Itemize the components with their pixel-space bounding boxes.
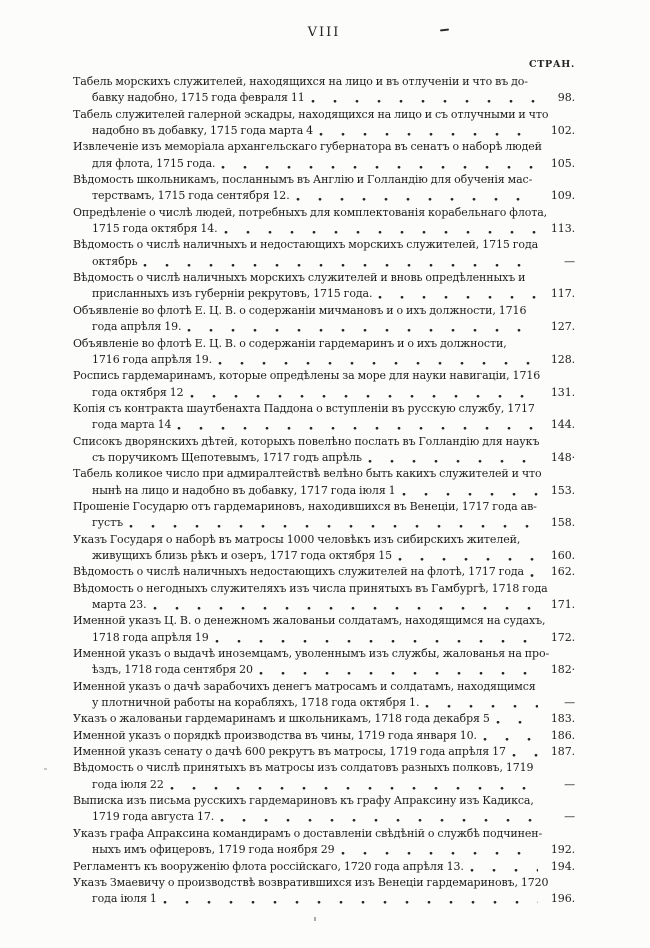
entry-text: нынѣ на лицо и надобно въ добавку, 1717 года іюля 1 xyxy=(92,483,396,497)
entry-text: ѣздъ, 1718 года сентября 20 xyxy=(92,663,253,677)
entry-page-number: 187. xyxy=(550,745,575,759)
entry-text: 1718 года апрѣля 19 xyxy=(92,630,209,644)
toc-entry-line: Опредѣленіе о числѣ людей, потребныхъ для комплектованія корабельнаго флота, xyxy=(73,205,548,219)
dot-leader xyxy=(162,891,538,907)
toc-entry-line: Извлеченіе изъ меморіала архангельскаго губернатора въ сенатъ о наборѣ людей xyxy=(73,140,542,154)
toc-entry-line: Указъ Змаевичу о производствѣ возвратившихся изъ Венеціи гардемариновъ, 1720 xyxy=(73,875,549,889)
toc-entry-line xyxy=(73,417,575,433)
toc-entry-line xyxy=(73,842,575,858)
toc-entry-line xyxy=(73,744,575,760)
toc-entry-line: Именной указъ о дачѣ зарабочихъ денегъ матросамъ и солдатамъ, находящимся xyxy=(73,679,536,693)
entry-text: бавку надобно, 1715 года февраля 11 xyxy=(92,91,305,105)
toc-entry xyxy=(73,581,575,614)
toc-entry-line: Табель служителей галерной эскадры, находящихся на лицо и съ отлучными и что xyxy=(73,107,549,121)
toc-entry xyxy=(73,401,575,434)
dot-leader xyxy=(401,483,538,499)
entry-page-number: 183. xyxy=(550,712,575,726)
toc-entry-line xyxy=(73,483,575,499)
toc-entry-line xyxy=(73,515,575,531)
toc-entry-line xyxy=(73,728,575,744)
toc-entry-line xyxy=(73,548,575,564)
entry-text: года апрѣля 19. xyxy=(92,320,182,334)
entry-page-number: 196. xyxy=(550,892,575,906)
dot-leader xyxy=(397,548,538,564)
toc-entry-line: Выписка изъ письма русскихъ гардемариновъ къ графу Апраксину изъ Кадикса, xyxy=(73,794,534,808)
entry-page-number: 162. xyxy=(550,565,575,579)
entry-text: Регламентъ къ вооруженію флота россійскаго, 1720 года апрѣля 13. xyxy=(73,859,464,873)
toc-entry-line: Именной указъ Ц. В. о денежномъ жалованьи солдатамъ, находящимся на судахъ, xyxy=(73,614,546,628)
dot-leader xyxy=(214,630,538,646)
toc-entry-line: Вѣдомость о числѣ наличныхъ и недостающихъ морскихъ служителей, 1715 года xyxy=(73,238,539,252)
toc-entry xyxy=(73,172,575,205)
toc-entry-line xyxy=(73,662,575,678)
dot-leader xyxy=(424,695,538,711)
toc-entry-line xyxy=(73,777,575,793)
dot-leader xyxy=(220,156,538,172)
entry-page-number: — xyxy=(564,696,575,710)
toc-entry xyxy=(73,760,575,793)
pages-column-header: СТРАН. xyxy=(529,59,575,70)
toc-entry xyxy=(73,532,575,565)
toc-entry xyxy=(73,499,575,532)
entry-text: года іюля 22 xyxy=(92,777,164,791)
dot-leader xyxy=(152,597,539,613)
toc-entry-line: Указъ Государя о наборѣ въ матросы 1000 человѣкъ изъ сибирскихъ жителей, xyxy=(73,532,521,546)
entry-text: у плотничной работы на корабляхъ, 1718 года октября 1. xyxy=(92,696,420,710)
dot-leader xyxy=(189,385,538,401)
entry-page-number: 131. xyxy=(550,385,575,399)
entry-page-number: 192. xyxy=(550,843,575,857)
entry-text: живущихъ близь рѣкъ и озеръ, 1717 года октября 15 xyxy=(92,548,393,562)
toc-entry-line xyxy=(73,286,575,302)
toc-entry-line: Объявленіе во флотѣ Е. Ц. В. о содержаніи гардемаринъ и о ихъ должности, xyxy=(73,336,507,350)
dot-leader xyxy=(529,564,538,580)
toc-entry-line xyxy=(73,450,575,466)
entry-text: 1715 года октября 14. xyxy=(92,222,218,236)
toc-entry-line xyxy=(73,221,575,237)
entry-page-number: 172. xyxy=(550,630,575,644)
dot-leader xyxy=(258,662,538,678)
toc-entry-line: Именной указъ о выдачѣ иноземцамъ, уволеннымъ изъ службы, жалованья на про- xyxy=(73,647,550,661)
entry-page-number: 182· xyxy=(550,663,575,677)
toc-entry-line xyxy=(73,564,575,580)
toc-entry-line xyxy=(73,695,575,711)
dot-leader xyxy=(495,711,538,727)
entry-text: года марта 14 xyxy=(92,418,172,432)
entry-text: октябрь xyxy=(92,254,138,268)
scan-artifact xyxy=(314,917,316,921)
entry-text: марта 23. xyxy=(92,598,147,611)
entry-text: Именной указъ сенату о дачѣ 600 рекрутъ въ матросы, 1719 года апрѣля 17 xyxy=(73,745,506,759)
toc-entry xyxy=(73,826,575,859)
toc-entry xyxy=(73,74,575,107)
toc-entry-line xyxy=(73,891,575,907)
toc-entry xyxy=(73,793,575,826)
dot-leader xyxy=(469,859,538,875)
entry-page-number: 128. xyxy=(550,352,575,366)
toc-entry xyxy=(73,434,575,467)
entry-page-number: 144. xyxy=(550,418,575,432)
entry-text: терствамъ, 1715 года сентября 12. xyxy=(92,189,290,203)
entry-page-number: — xyxy=(564,254,575,268)
toc-entry-line xyxy=(73,711,575,727)
entry-page-number: 186. xyxy=(550,728,575,742)
toc-entry xyxy=(73,744,575,760)
toc-entry-line: Вѣдомость о числѣ наличныхъ морскихъ служителей и вновь опредѣленныхъ и xyxy=(73,271,526,285)
toc-entry xyxy=(73,875,575,908)
toc-entry-line: Табель коликое число при адмиралтействѣ велѣно быть какихъ служителей и что xyxy=(73,467,542,481)
dot-leader xyxy=(295,188,538,204)
entry-page-number: 194. xyxy=(550,859,575,873)
entry-text: 1716 года апрѣля 19. xyxy=(92,352,212,366)
toc-entry-line xyxy=(73,859,575,875)
toc-entry xyxy=(73,679,575,712)
page-folio-number: VIII xyxy=(307,25,341,40)
toc-entry xyxy=(73,728,575,744)
entry-page-number: 117. xyxy=(550,287,575,301)
entry-text: года іюля 1 xyxy=(92,892,157,906)
entry-page-number: 153. xyxy=(550,483,575,497)
entry-page-number: 148· xyxy=(550,450,575,464)
toc-entry-line: Объявленіе во флотѣ Е. Ц. В. о содержаніи мичмановъ и о ихъ должности, 1716 xyxy=(73,303,527,317)
dot-leader xyxy=(310,90,538,106)
dot-leader xyxy=(340,842,538,858)
dot-leader xyxy=(176,417,538,433)
entry-text: 1719 года августа 17. xyxy=(92,810,215,824)
toc-entry-line xyxy=(73,385,575,401)
dot-leader xyxy=(217,352,538,368)
entry-page-number: — xyxy=(564,810,575,824)
toc-entry xyxy=(73,303,575,336)
toc-entry-line: Вѣдомость о числѣ принятыхъ въ матросы изъ солдатовъ разныхъ полковъ, 1719 xyxy=(73,761,534,775)
toc-entry xyxy=(73,107,575,140)
toc-entry-line: Списокъ дворянскихъ дѣтей, которыхъ повелѣно послать въ Голландію для наукъ xyxy=(73,434,540,448)
entry-page-number: 160. xyxy=(550,548,575,562)
toc-entry-line: Прошеніе Государю отъ гардемариновъ, находившихся въ Венеціи, 1717 года ав- xyxy=(73,499,537,513)
entry-page-number: — xyxy=(564,777,575,791)
toc-entry-line: Копія съ контракта шаутбенахта Паддона о вступленіи въ русскую службу, 1717 xyxy=(73,401,535,415)
toc-entry-line xyxy=(73,188,575,204)
toc-entry-line xyxy=(73,597,575,613)
toc-entry-line xyxy=(73,123,575,139)
toc-entry xyxy=(73,336,575,369)
entry-text: съ поручикомъ Щепотевымъ, 1717 годъ апрѣль xyxy=(92,450,362,464)
toc-entry xyxy=(73,711,575,727)
toc-entry xyxy=(73,270,575,303)
dot-leader xyxy=(511,744,538,760)
dot-leader xyxy=(377,286,538,302)
toc-entry-line xyxy=(73,319,575,335)
table-of-contents xyxy=(73,74,575,908)
toc-entry-line: Вѣдомость о негодныхъ служителяхъ изъ числа принятыхъ въ Гамбургѣ, 1718 года xyxy=(73,581,548,595)
toc-entry xyxy=(73,646,575,679)
entry-text: для флота, 1715 года. xyxy=(92,156,216,170)
toc-entry-line: Табель морскихъ служителей, находящихся на лицо и въ отлученіи и что въ до- xyxy=(73,75,528,88)
toc-entry-line xyxy=(73,254,575,270)
toc-entry-line xyxy=(73,630,575,646)
toc-entry xyxy=(73,237,575,270)
toc-entry-line xyxy=(73,352,575,368)
entry-text: года октября 12 xyxy=(92,385,184,399)
dot-leader xyxy=(482,728,538,744)
dot-leader xyxy=(169,777,538,793)
toc-entry-line xyxy=(73,90,575,106)
entry-text: Указъ о жалованьи гардемаринамъ и школьникамъ, 1718 года декабря 5 xyxy=(73,712,490,726)
dot-leader xyxy=(223,221,538,237)
entry-page-number: 102. xyxy=(550,124,575,138)
entry-text: ныхъ имъ офицеровъ, 1719 года ноября 29 xyxy=(92,843,335,857)
entry-text: надобно въ добавку, 1715 года марта 4 xyxy=(92,124,314,138)
scan-artifact xyxy=(44,768,47,770)
entry-page-number: 113. xyxy=(550,222,575,236)
toc-entry xyxy=(73,139,575,172)
toc-entry xyxy=(73,368,575,401)
toc-entry-line: Роспись гардемаринамъ, которые опредѣлены за море для науки навигаціи, 1716 xyxy=(73,369,541,383)
dot-leader xyxy=(128,515,538,531)
toc-entry-line: Вѣдомость школьникамъ, посланнымъ въ Англію и Голландію для обученія мас- xyxy=(73,173,533,187)
toc-entry-line xyxy=(73,156,575,172)
dot-leader xyxy=(367,450,538,466)
toc-entry xyxy=(73,466,575,499)
toc-entry xyxy=(73,613,575,646)
entry-page-number: 109. xyxy=(550,189,575,203)
toc-entry xyxy=(73,205,575,238)
entry-page-number: 98. xyxy=(557,91,575,105)
entry-page-number: 158. xyxy=(550,516,575,530)
dot-leader xyxy=(318,123,538,139)
toc-entry xyxy=(73,564,575,580)
entry-text: Именной указъ о порядкѣ производства въ чины, 1719 года января 10. xyxy=(73,728,477,742)
toc-entry-line xyxy=(73,809,575,825)
entry-page-number: 105. xyxy=(550,156,575,170)
entry-text: Вѣдомость о числѣ наличныхъ недостающихъ служителей на флотѣ, 1717 года xyxy=(73,565,524,579)
dot-leader xyxy=(142,254,538,270)
dot-leader xyxy=(186,319,538,335)
entry-text: присланныхъ изъ губерніи рекрутовъ, 1715 года. xyxy=(92,287,373,301)
entry-page-number: 127. xyxy=(550,320,575,334)
toc-entry xyxy=(73,859,575,875)
dot-leader xyxy=(219,809,538,825)
entry-text: густъ xyxy=(92,516,123,530)
toc-entry-line: Указъ графа Апраксина командирамъ о доставленіи свѣдѣній о службѣ подчинен- xyxy=(73,826,543,840)
entry-page-number: 171. xyxy=(550,598,575,611)
